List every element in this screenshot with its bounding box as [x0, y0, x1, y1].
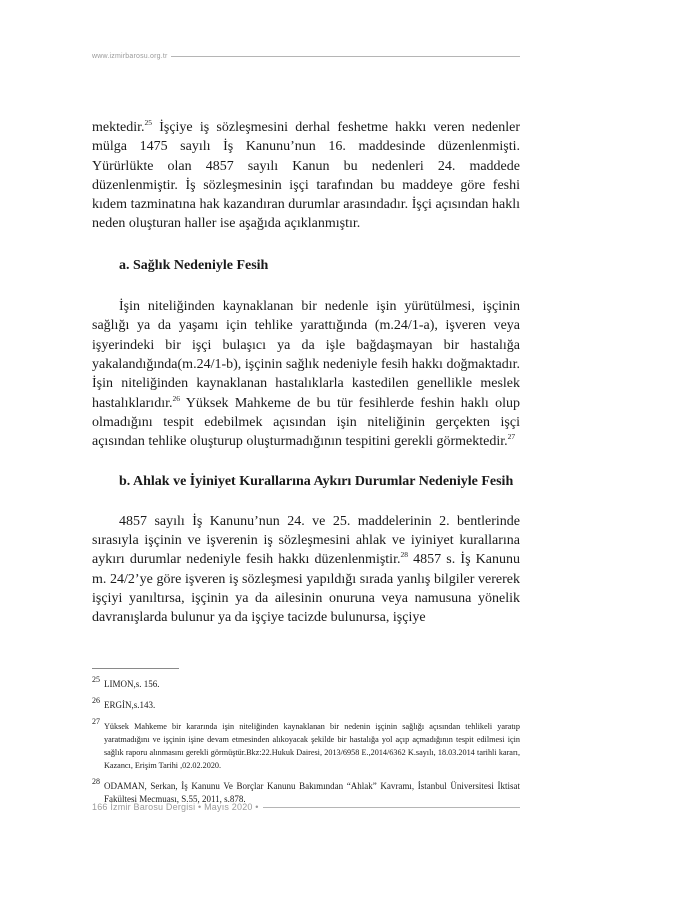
footnote-ref-28: 28 — [400, 550, 408, 560]
footer-text: 166 İzmir Barosu Dergisi • Mayıs 2020 • — [92, 802, 259, 812]
footnote-ref-27: 27 — [507, 432, 516, 442]
footnote-number: 27 — [92, 717, 100, 726]
section-b-heading: b. Ahlak ve İyiniyet Kurallarına Aykırı Durumlar Nedeniyle Fesih — [119, 474, 514, 490]
footnote-ref-25: 25 — [144, 118, 152, 127]
section-b-p2: 4857 s. İş Kanunu m. 24/2’ye göre işveren iş sözleşmesi yapıldığı sırada yanlış bilgiler vererek işçiyi yanıltırsa, işçinin ya da ailesinin onuruna veya namusuna yönelik davranışlarda bulunur ya da işçiye tacizde bulunursa, işçiye — [92, 552, 521, 626]
intro-text: mektedir. — [92, 120, 145, 135]
footnote-separator — [92, 668, 179, 669]
footnote-text: LIMON,s. 156. — [104, 679, 160, 689]
footnote-ref-26: 26 — [172, 393, 180, 403]
intro-rest: İşçiye iş sözleşmesini derhal feshetme hakkı veren nedenler mülga 1475 sayılı İş Kanunu’nun 16. maddesinde düzenlenmişti. Yürürlükte olan 4857 sayılı Kanun bu nedenleri 24. maddede düzenlenmiştir. İş sözleşmesinin işçi tarafından bu maddeye göre feshi kıdem tazminatına hak kazandıran durumlar arasındadır. İşçi açısından haklı neden oluşturan haller ise aşağıda açıklanmıştır. — [92, 120, 520, 232]
header-rule — [171, 56, 520, 57]
section-a-heading: a. Sağlık Nedeniyle Fesih — [119, 257, 269, 273]
body-text — [92, 118, 520, 628]
footnote-number: 25 — [92, 675, 100, 684]
footnote-25 — [92, 675, 520, 691]
header-url: www.izmirbarosu.org.tr — [92, 53, 168, 60]
section-b-paragraph — [92, 512, 520, 628]
footer-rule — [263, 807, 520, 808]
page-footer — [92, 802, 520, 812]
footnote-number: 28 — [92, 777, 100, 786]
footnote-number: 26 — [92, 696, 100, 705]
footnote-text: Yüksek Mahkeme bir kararında işin niteliğinden kaynaklanan bir nedenin işçinin sağlığı açısından tehlikeli yaratıp yaratmadığını ve işçinin işine devam etmesinden alıkoyacak şekilde bir hastalığa yol açıp açmadığının tespit edilmesi için sağlık raporu alınmasını gerekli görmüştür.Bkz:22.Hukuk Dairesi, 2013/6958 E.,2014/6362 K.sayılı, 18.03.2014 tarihli kararı, Kazancı, Erişim Tarihi ,02.02.2020. — [104, 722, 520, 770]
footnote-26 — [92, 696, 520, 712]
footnote-27 — [92, 717, 520, 772]
footnotes — [92, 675, 520, 811]
page-header — [92, 53, 520, 60]
section-a-p2: Yüksek Mahkeme de bu tür fesihlerde feshin haklı olup olmadığını tespit edebilmek açısından işin niteliğinin gerçekten işçi açısından tehlike oluşturup oluşturmadığının tespitini gerekli görmektedir. — [92, 395, 520, 450]
section-b-p1: 4857 sayılı İş Kanunu’nun 24. ve 25. maddelerinin 2. bentlerinde sırasıyla işçinin ve işverenin iş sözleşmesini ahlak ve iyiniyet kurallarına aykırı durumlar nedeniyle fesih hakkı düzenlenmiştir. — [92, 513, 520, 568]
footnote-text: ODAMAN, Serkan, İş Kanunu Ve Borçlar Kanunu Bakımından “Ahlak” Kavramı, İstanbul Üniversitesi İktisat Fakültesi Mecmuası, S.55, 2011, s.878. — [104, 781, 520, 804]
intro-paragraph — [92, 118, 520, 234]
footnote-text: ERGİN,s.143. — [104, 700, 156, 710]
section-a-p1: İşin niteliğinden kaynaklanan bir nedenle işin yürütülmesi, işçinin sağlığı ya da yaşamı için tehlike yarattığında (m.24/1-a), işveren veya işyerindeki bir işçi bulaşıcı ya da işle bağdaşmayan bir hastalığa yakalandığında(m.24/1-b), işçinin sağlık nedeniyle fesih hakkı doğmaktadır. İşin niteliğinden kaynaklanan hastalıklarla kastedilen genellikle meslek hastalıklarıdır. — [92, 299, 520, 411]
section-a-paragraph — [92, 297, 520, 451]
